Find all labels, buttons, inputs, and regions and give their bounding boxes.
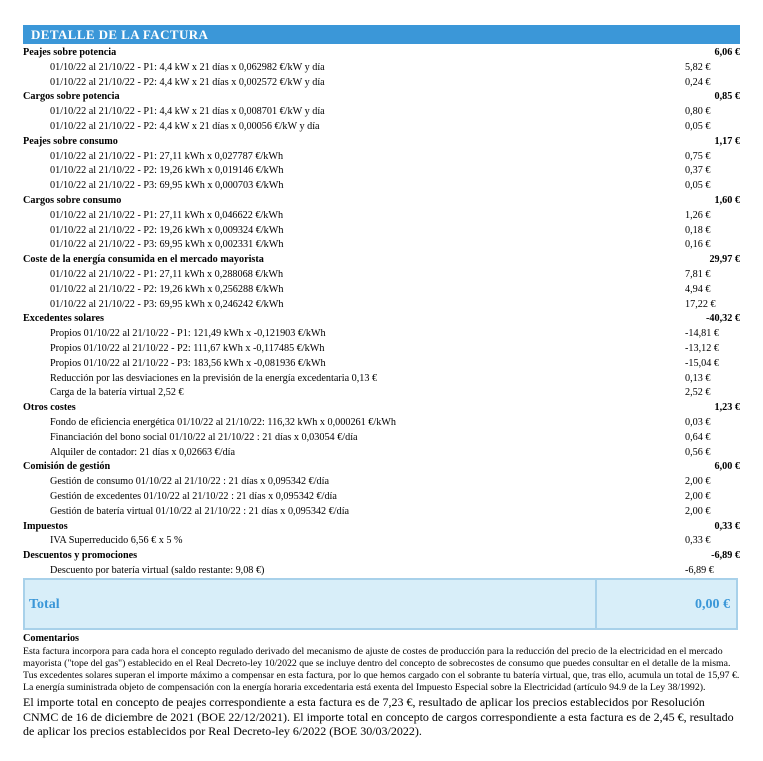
total-box: [23, 578, 738, 630]
line-item-label: Carga de la batería virtual 2,52 €: [50, 387, 184, 399]
line-item-amount: 0,80 €: [685, 106, 711, 118]
line-item-amount: 5,82 €: [685, 61, 711, 73]
comments-legal-text: El importe total en concepto de peajes correspondiente a esta factura es de 7,23 €, resultado de aplicar los precios establecidos por Resolución CNMC de 16 de diciembre de 2021 (BOE 22/12/2021). El importe total en concepto de cargos correspondiente a esta factura es de 2,45 €, resultado de aplicar los precios establecidos por Real Decreto-ley 6/2022 (BOE 30/03/2022).: [23, 695, 734, 739]
line-item-label: Gestión de consumo 01/10/22 al 21/10/22 : 21 días x 0,095342 €/día: [50, 476, 330, 488]
line-item-amount: 0,13 €: [685, 372, 711, 384]
line-item-amount: 0,75 €: [685, 150, 711, 162]
line-item-amount: -13,12 €: [685, 342, 719, 354]
section-amount: 1,23 €: [714, 402, 740, 414]
line-item-amount: 0,33 €: [685, 535, 711, 547]
line-item-label: 01/10/22 al 21/10/22 - P3: 69,95 kWh x 0,000703 €/kWh: [50, 180, 284, 192]
section-header: [23, 312, 740, 327]
total-label: Total: [29, 597, 60, 612]
section-title: Peajes sobre potencia: [23, 47, 117, 58]
line-item: [23, 224, 740, 239]
line-item-amount: 0,56 €: [685, 446, 711, 458]
line-item-amount: 17,22 €: [685, 298, 716, 310]
section-header: [23, 46, 740, 61]
line-item-label: Propios 01/10/22 al 21/10/22 - P3: 183,56 kWh x -0,081936 €/kWh: [50, 357, 326, 369]
line-item: [23, 105, 740, 120]
line-item: [23, 357, 740, 372]
line-item-amount: 1,26 €: [685, 209, 711, 221]
line-item: [23, 431, 740, 446]
line-item-label: 01/10/22 al 21/10/22 - P1: 27,11 kWh x 0,046622 €/kWh: [50, 209, 284, 221]
section-amount: 0,33 €: [714, 520, 740, 532]
section-title: Impuestos: [23, 520, 68, 532]
line-item-label: 01/10/22 al 21/10/22 - P1: 4,4 kW x 21 días x 0,008701 €/kW y día: [50, 106, 325, 118]
line-item-label: 01/10/22 al 21/10/22 - P2: 19,26 kWh x 0,019146 €/kWh: [50, 165, 284, 177]
line-item-label: Gestión de batería virtual 01/10/22 al 21/10/22 : 21 días x 0,095342 €/día: [50, 505, 350, 517]
invoice-lines: [23, 46, 740, 579]
line-item-amount: 2,00 €: [685, 505, 711, 517]
line-item: [23, 564, 740, 579]
line-item-amount: 0,05 €: [685, 180, 711, 192]
line-item-label: Alquiler de contador: 21 días x 0,02663 €/día: [50, 446, 236, 458]
line-item-amount: 0,18 €: [685, 224, 711, 236]
total-divider: [595, 580, 597, 628]
line-item-label: Fondo de eficiencia energética 01/10/22 al 21/10/22: 116,32 kWh x 0,000261 €/kWh: [50, 416, 397, 428]
line-item-label: 01/10/22 al 21/10/22 - P3: 69,95 kWh x 0,002331 €/kWh: [50, 239, 284, 251]
line-item: [23, 120, 740, 135]
section-title: Coste de la energía consumida en el mercado mayorista: [23, 254, 264, 266]
line-item: [23, 283, 740, 298]
header-title: DETALLE DE LA FACTURA: [31, 27, 209, 42]
line-item-amount: 2,00 €: [685, 476, 711, 488]
line-item-amount: -15,04 €: [685, 357, 719, 369]
line-item-label: Propios 01/10/22 al 21/10/22 - P1: 121,49 kWh x -0,121903 €/kWh: [50, 328, 326, 340]
line-item: [23, 475, 740, 490]
invoice-detail-header: [23, 25, 740, 44]
line-item: [23, 179, 740, 194]
section-amount: 6,00 €: [714, 461, 740, 473]
line-item: [23, 76, 740, 91]
line-item: [23, 416, 740, 431]
line-item: [23, 386, 740, 401]
section-amount: 29,97 €: [709, 254, 740, 266]
section-amount: 6,06 €: [714, 47, 740, 58]
line-item-label: 01/10/22 al 21/10/22 - P3: 69,95 kWh x 0,246242 €/kWh: [50, 298, 284, 310]
line-item-label: Propios 01/10/22 al 21/10/22 - P2: 111,67 kWh x -0,117485 €/kWh: [50, 342, 325, 354]
line-item-label: 01/10/22 al 21/10/22 - P2: 4,4 kW x 21 días x 0,002572 €/kW y día: [50, 76, 325, 88]
line-item-amount: -14,81 €: [685, 328, 719, 340]
section-amount: -6,89 €: [711, 550, 740, 562]
line-item: [23, 238, 740, 253]
section-header: [23, 401, 740, 416]
section-header: [23, 460, 740, 475]
line-item-label: 01/10/22 al 21/10/22 - P1: 27,11 kWh x 0,027787 €/kWh: [50, 150, 284, 162]
line-item-amount: 0,24 €: [685, 76, 711, 88]
comments-text: Esta factura incorpora para cada hora el concepto regulado derivado del mecanismo de ajuste de costes de producción para la reducción del precio de la electricidad en el mercado mayorista ("tope del gas") establecido en el Real Decreto-ley 10/2022 que se incluye dentro del concepto de sobrecostes de consumo que puedes consultar en el detalle de la misma. Tus excedentes solares superan el importe máximo a compensar en esta factura, por lo que hemos cargado con el sobrante tu batería virtual, que, tras ello, acumula un total de 15,97 €. La energía suministrada objeto de compensación con la energía horaria excedentaria está exenta del Impuesto Especial sobre la Electricidad (artículo 94.9 de la Ley 38/1992).: [23, 646, 740, 693]
section-header: [23, 520, 740, 535]
line-item: [23, 505, 740, 520]
line-item: [23, 446, 740, 461]
line-item-label: 01/10/22 al 21/10/22 - P1: 4,4 kW x 21 días x 0,062982 €/kW y día: [50, 61, 325, 73]
section-amount: -40,32 €: [706, 313, 740, 325]
line-item: [23, 268, 740, 283]
line-item-amount: 2,00 €: [685, 490, 711, 502]
line-item-amount: 0,37 €: [685, 165, 711, 177]
section-title: Peajes sobre consumo: [23, 135, 118, 147]
section-title: Cargos sobre potencia: [23, 91, 120, 103]
section-header: [23, 253, 740, 268]
line-item: [23, 164, 740, 179]
line-item-label: 01/10/22 al 21/10/22 - P2: 4,4 kW x 21 días x 0,00056 €/kW y día: [50, 120, 320, 132]
line-item-label: Financiación del bono social 01/10/22 al 21/10/22 : 21 días x 0,03054 €/día: [50, 431, 358, 443]
line-item-amount: 4,94 €: [685, 283, 711, 295]
line-item: [23, 327, 740, 342]
line-item: [23, 534, 740, 549]
section-header: [23, 194, 740, 209]
section-title: Descuentos y promociones: [23, 550, 138, 562]
line-item-label: Gestión de excedentes 01/10/22 al 21/10/22 : 21 días x 0,095342 €/día: [50, 490, 337, 502]
line-item-label: 01/10/22 al 21/10/22 - P2: 19,26 kWh x 0,256288 €/kWh: [50, 283, 284, 295]
line-item: [23, 61, 740, 76]
line-item-amount: 0,16 €: [685, 239, 711, 251]
section-title: Comisión de gestión: [23, 461, 111, 473]
line-item: [23, 298, 740, 313]
line-item-amount: 2,52 €: [685, 387, 711, 399]
total-amount: 0,00 €: [695, 597, 730, 612]
section-title: Excedentes solares: [23, 313, 105, 325]
section-title: Cargos sobre consumo: [23, 194, 122, 206]
line-item-label: 01/10/22 al 21/10/22 - P2: 19,26 kWh x 0,009324 €/kWh: [50, 224, 284, 236]
section-header: [23, 90, 740, 105]
section-title: Otros costes: [23, 402, 76, 414]
line-item: [23, 372, 740, 387]
comments-title: Comentarios: [23, 633, 80, 644]
section-header: [23, 135, 740, 150]
section-amount: 1,17 €: [714, 135, 740, 147]
section-amount: 1,60 €: [714, 194, 740, 206]
line-item-label: IVA Superreducido 6,56 € x 5 %: [50, 535, 183, 547]
line-item-label: Reducción por las desviaciones en la previsión de la energía excedentaria 0,13 €: [50, 372, 378, 384]
line-item-amount: 0,03 €: [685, 416, 711, 428]
line-item: [23, 342, 740, 357]
line-item-label: Descuento por batería virtual (saldo restante: 9,08 €): [50, 564, 265, 576]
line-item: [23, 490, 740, 505]
line-item-amount: 0,64 €: [685, 431, 711, 443]
section-amount: 0,85 €: [714, 91, 740, 103]
section-header: [23, 549, 740, 564]
line-item-amount: 0,05 €: [685, 120, 711, 132]
line-item-label: 01/10/22 al 21/10/22 - P1: 27,11 kWh x 0,288068 €/kWh: [50, 268, 284, 280]
comments-section: [23, 632, 740, 739]
line-item: [23, 150, 740, 165]
line-item-amount: 7,81 €: [685, 268, 711, 280]
line-item: [23, 209, 740, 224]
line-item-amount: -6,89 €: [685, 564, 714, 576]
